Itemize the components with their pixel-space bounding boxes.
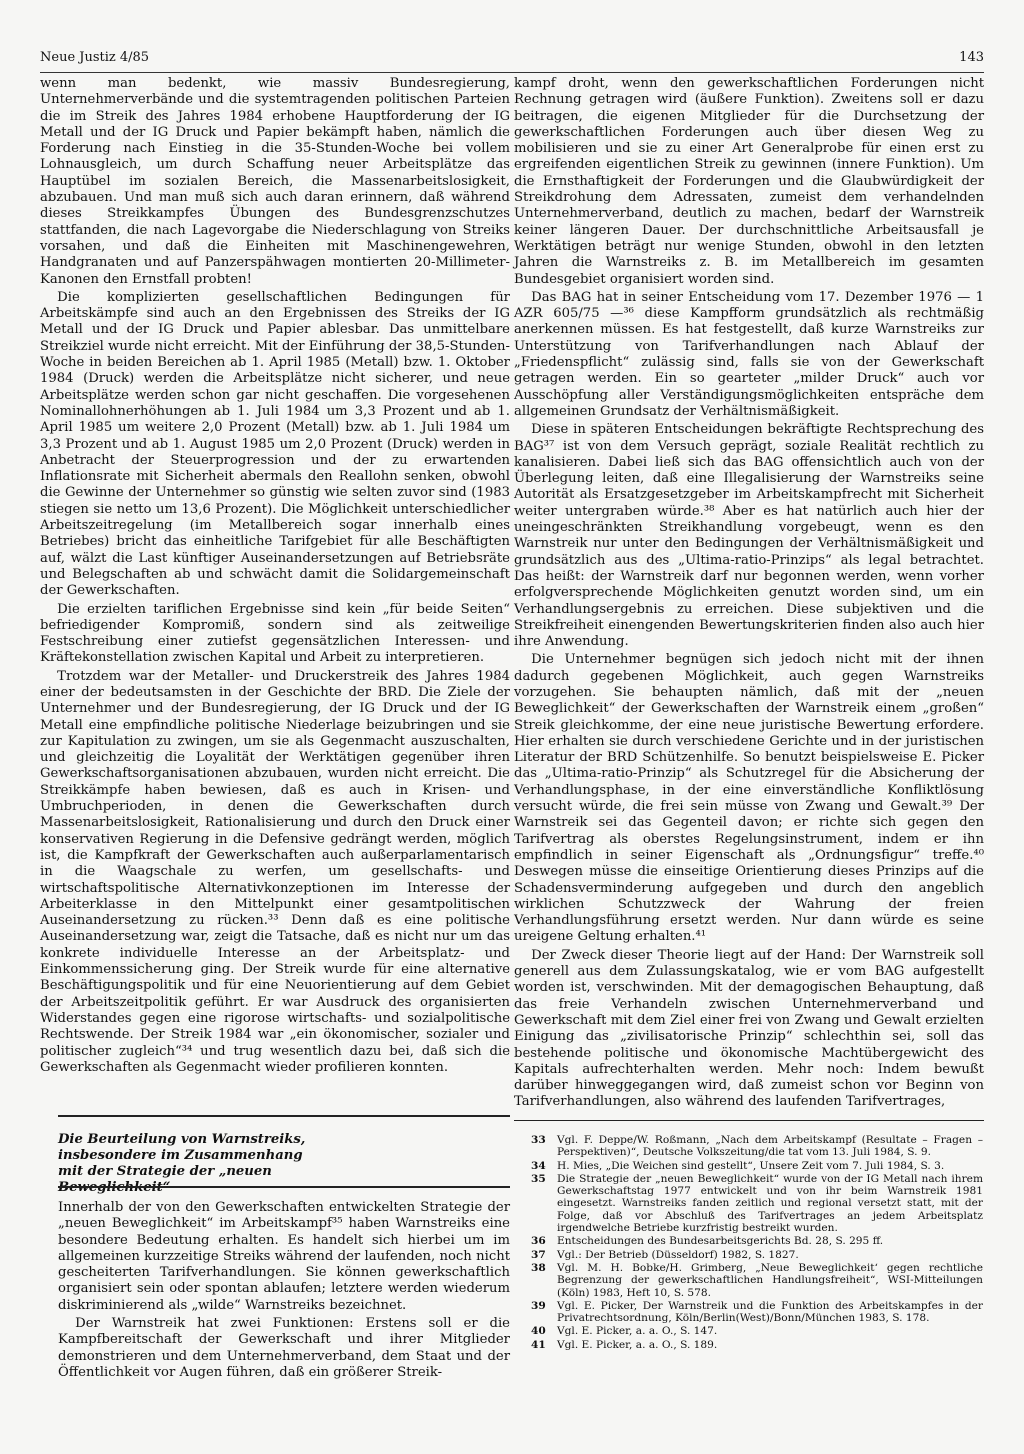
footnote-text: Vgl. E. Picker, a. a. O., S. 189.	[557, 1338, 718, 1351]
footnote-number: 36	[531, 1235, 546, 1248]
footnotes	[531, 1134, 983, 1352]
footnote-number: 34	[531, 1159, 546, 1172]
heading-line: mit der Strategie der „neuen	[58, 1164, 272, 1179]
footnote	[531, 1235, 983, 1247]
footnote-text: Vgl.: Der Betrieb (Düsseldorf) 1982, S. 1827.	[557, 1248, 799, 1261]
paragraph: kampf droht, wenn den gewerkschaftlichen Forderungen nicht Rechnung getragen wird (äußere Funktion). Zweitens soll er dazu beitragen, die eigenen Mitglieder für die Durchsetzung der gewerkschaftlichen Forderungen auch über diesen Weg zu mobilisieren und sie zu einer Art Generalprobe für einen erst zu ergreifenden eigentlichen Streik zu gewinnen (innere Funktion). Um die Ernsthaftigkeit der Forderungen und die Glaubwürdigkeit der Streikdrohung dem Adressaten, zumeist dem verhandelnden Unternehmerverband, deutlich zu machen, bedarf der Warnstreik keiner längeren Dauer. Der durchschnittliche Arbeitsausfall je Werktätigen beträgt nur wenige Stunden, obwohl in den letzten Jahren die Warnstreiks z. B. im Metallbereich im gesamten Bundesgebiet organisiert worden sind.	[514, 76, 984, 287]
footnote-text: H. Mies, „Die Weichen sind gestellt“, Unsere Zeit vom 7. Juli 1984, S. 3.	[557, 1159, 945, 1172]
footnote	[531, 1262, 983, 1299]
footnote	[531, 1160, 983, 1172]
footnote-number: 33	[531, 1134, 546, 1146]
paragraph: Der Warnstreik hat zwei Funktionen: Erstens soll er die Kampfbereitschaft der Gewerkschaft und ihrer Mitglieder demonstrieren und dem Unternehmerverband, dem Staat und der Öffentlichkeit vor Augen führen, daß ein größerer Streik-	[58, 1316, 510, 1380]
footnote-text: Entscheidungen des Bundesarbeitsgerichts Bd. 28, S. 295 ff.	[557, 1235, 884, 1248]
paragraph: Diese in späteren Entscheidungen bekräftigte Rechtsprechung des BAG³⁷ ist von dem Versuch geprägt, soziale Realität rechtlich zu kanalisieren. Dabei ließ sich das BAG offensichtlich auch von der Überlegung leiten, daß eine Illegalisierung der Warnstreiks seine Autorität als Ersatzgesetzgeber im Arbeitskampfrecht mit Sicherheit weiter untergraben würde.³⁸ Aber es hat natürlich auch hier der uneingeschränkten Streikhandlung vorgebeugt, wenn es den Warnstreik nur unter den Bedingungen der Verhältnismäßigkeit und grundsätzlich aus des „Ultima-ratio-Prinzips“ als legal betrachtet. Das heißt: der Warnstreik darf nur begonnen werden, wenn vorher erfolgversprechende Möglichkeiten genutzt worden sind, um ein Verhandlungsergebnis zu erreichen. Diese subjektiven und die Streikfreiheit einengenden Bewertungskriterien finden also auch hier ihre Anwendung.	[514, 422, 984, 650]
page-number: 143	[959, 50, 984, 65]
section-divider	[58, 1115, 510, 1117]
footnote-number: 40	[531, 1325, 546, 1338]
right-column	[514, 76, 984, 1113]
footnote-number: 37	[531, 1248, 546, 1261]
section-body	[58, 1200, 510, 1383]
paragraph: Die komplizierten gesellschaftlichen Bedingungen für Arbeitskämpfe sind auch an den Ergebnissen des Streiks der IG Metall und der IG Druck und Papier ablesbar. Das unmittelbare Streikziel wurde nicht erreicht. Mit der Einführung der 38,5-Stunden-Woche in beiden Bereichen ab 1. April 1985 (Metall) bzw. 1. Oktober 1984 (Druck) werden die Arbeitsplätze nicht sicherer, und neue Arbeitsplätze werden schon gar nicht geschaffen. Die vorgesehenen Nominallohnerhöhungen ab 1. Juli 1984 um 3,3 Prozent und ab 1. April 1985 um weitere 2,0 Prozent (Metall) bzw. ab 1. Juli 1984 um 3,3 Prozent und ab 1. August 1985 um 2,0 Prozent (Druck) werden in Anbetracht der Steuerprogression und der zu erwartenden Inflationsrate mit Sicherheit abermals den Reallohn senken, obwohl die Gewinne der Unternehmer so günstig wie selten zuvor sind (1983 stiegen sie netto um 13,6 Prozent). Die Möglichkeit unterschiedlicher Arbeitszeitregelung (im Metallbereich sogar innerhalb eines Betriebes) bricht das einheitliche Tarifgebiet für alle Beschäftigten auf, wälzt die Last künftiger Auseinandersetzungen auf Betriebsräte und Belegschaften ab und schwächt damit die Solidargemeinschaft der Gewerkschaften.	[40, 289, 510, 599]
footnote	[531, 1173, 983, 1234]
paragraph: Die Unternehmer begnügen sich jedoch nicht mit der ihnen dadurch gegebenen Möglichkeit, auch gegen Warnstreiks vorzugehen. Sie behaupten nämlich, daß mit der „neuen Beweglichkeit“ der Gewerkschaften der Warnstreik einem „großen“ Streik gleichkomme, der eine neue juristische Bewertung erfordere. Hier erhalten sie durch verschiedene Gerichte und in der juristischen Literatur der BRD Schützenhilfe. So benutzt beispielsweise E. Picker das „Ultima-ratio-Prinzip“ als Schutzregel für die Absicherung der Verhandlungsphase, in der eine einverständliche Konfliktlösung versucht würde, die frei sein müsse von Zwang und Gewalt.³⁹ Der Warnstreik sei das Gegenteil davon; er richte sich gegen den Tarifvertrag als oberstes Regelungsinstrument, indem er ihn empfindlich in seiner Eigenschaft als „Ordnungsfigur“ treffe.⁴⁰ Deswegen müsse die einseitige Orientierung dieses Prinzips auf die Schadensverminderung aufgegeben und durch den angeblich wirklichen Schutzzweck der Wahrung der freien Verhandlungsführung ersetzt werden. Nur dann würde es seine ureigene Geltung erhalten.⁴¹	[514, 652, 984, 945]
footnote-number: 41	[531, 1338, 546, 1351]
left-column	[40, 76, 510, 1078]
paragraph: Trotzdem war der Metaller- und Druckerstreik des Jahres 1984 einer der bedeutsamsten in der Geschichte der BRD. Die Ziele der Unternehmer und der Bundesregierung, der IG Druck und der IG Metall eine empfindliche politische Niederlage beizubringen und sie zur Kapitulation zu zwingen, um sie als Gegenmacht auszuschalten, und gleichzeitig die Loyalität der Werktätigen gegenüber ihren Gewerkschaftsorganisationen abzubauen, wurden nicht erreicht. Die Streikkämpfe haben bewiesen, daß es auch in Krisen- und Umbruchperioden, in denen die Gewerkschaften durch Massenarbeitslosigkeit, Rationalisierung und durch den Druck einer konservativen Regierung in die Defensive gedrängt werden, möglich ist, die Kampfkraft der Gewerkschaften auch außerparlamentarisch in die Waagschale zu werfen, um gesellschafts- und wirtschaftspolitische Alternativkonzeptionen im Interesse der Arbeiterklasse in den Mittelpunkt einer gesamtpolitischen Auseinandersetzung zu rücken.³³ Denn daß es eine politische Auseinandersetzung war, zeigt die Tatsache, daß es nicht nur um das konkrete individuelle Interesse an der Arbeitsplatz- und Einkommenssicherung ging. Der Streik wurde für eine alternative Beschäftigungspolitik und für eine Neuorientierung auf dem Gebiet der Arbeitszeitpolitik geführt. Er war Ausdruck des organisierten Widerstandes gegen eine rigorose wirtschafts- und sozialpolitische Rechtswende. Der Streik 1984 war „ein ökonomischer, sozialer und politischer zugleich“³⁴ und trug wesentlich dazu bei, daß sich die Gewerkschaften als Gegenmacht wieder profilieren konnten.	[40, 668, 510, 1075]
footnote	[531, 1325, 983, 1337]
page-header	[40, 48, 984, 73]
paragraph: wenn man bedenkt, wie massiv Bundesregierung, Unternehmerverbände und die systemtragenden politischen Parteien die im Streik des Jahres 1984 erhobene Hauptforderung der IG Metall und der IG Druck und Papier bekämpft haben, nämlich die Forderung nach Einstieg in die 35-Stunden-Woche bei vollem Lohnausgleich, um durch Schaffung neuer Arbeitsplätze das Hauptübel im sozialen Bereich, die Massenarbeitslosigkeit, abzubauen. Und man muß sich auch daran erinnern, daß während dieses Streikkampfes Übungen des Bundesgrenzschutzes stattfanden, die nach Lagevorgabe die Niederschlagung von Streiks vorsahen, und daß die Einheiten mit Maschinengewehren, Handgranaten und auf Panzerspähwagen montierten 20-Millimeter-Kanonen den Ernstfall probten!	[40, 76, 510, 287]
footnote	[531, 1134, 983, 1159]
paragraph: Das BAG hat in seiner Entscheidung vom 17. Dezember 1976 — 1 AZR 605/75 —³⁶ diese Kampfform grundsätzlich als rechtmäßig anerkennen müssen. Es hat festgestellt, daß kurze Warnstreiks zur Unterstützung von Tarifverhandlungen nach Ablauf der „Friedenspflicht“ zulässig sind, falls sie von der Gewerkschaft getragen werden. Ein so gearteter „milder Druck“ auch vor Ausschöpfung aller Verständigungsmöglichkeiten entspräche dem allgemeinen Grundsatz der Verhältnismäßigkeit.	[514, 289, 984, 419]
paragraph: Die erzielten tariflichen Ergebnisse sind kein „für beide Seiten“ befriedigender Kompromiß, sondern sind als zeitweilige Festschreibung einer zutiefst gegensätzlichen Interessen- und Kräftekonstellation zwischen Kapital und Arbeit zu interpretieren.	[40, 601, 510, 666]
footnote-text: Vgl. F. Deppe/W. Roßmann, „Nach dem Arbeitskampf (Resultate – Fragen – Perspektiven)“, Deutsche Volkszeitung/die tat vom 13. Juli 1984, S. 9.	[557, 1134, 983, 1159]
footnote-number: 35	[531, 1172, 546, 1185]
footnote	[531, 1300, 983, 1325]
footnote-number: 38	[531, 1261, 546, 1274]
footnote	[531, 1249, 983, 1261]
heading-divider	[58, 1186, 510, 1188]
footnote-number: 39	[531, 1299, 546, 1312]
footnote-text: Vgl. E. Picker, a. a. O., S. 147.	[557, 1325, 718, 1338]
heading-line: Die Beurteilung von Warnstreiks,	[58, 1132, 306, 1147]
footnote-text: Vgl. M. H. Bobke/H. Grimberg, „Neue Beweglichkeit‘ gegen rechtliche Begrenzung der gewerkschaftlichen Handlungsfreiheit“, WSI-Mitteilungen (Köln) 1983, Heft 10, S. 578.	[557, 1261, 983, 1299]
footnote	[531, 1339, 983, 1351]
paragraph: Der Zweck dieser Theorie liegt auf der Hand: Der Warnstreik soll generell aus dem Zulassungskatalog, wie er vom BAG aufgestellt worden ist, verschwinden. Mit der demagogischen Behauptung, daß das freie Verhandeln zwischen Unternehmerverband und Gewerkschaft mit dem Ziel einer frei von Zwang und Gewalt erzielten Einigung das „zivilisatorische Prinzip“ schlechthin sei, soll das bestehende politische und ökonomische Machtübergewicht des Kapitals aufrechterhalten werden. Mehr noch: Indem bewußt darüber hinweggegangen wird, daß zumeist schon vor Beginn von Tarifverhandlungen, also während des laufenden Tarifvertrages,	[514, 947, 984, 1110]
footnote-text: Vgl. E. Picker, Der Warnstreik und die Funktion des Arbeitskampfes in der Privatrechtsordnung, Köln/Berlin(West)/Bonn/München 1983, S. 178.	[557, 1299, 983, 1325]
heading-line: insbesondere im Zusammenhang	[58, 1148, 303, 1163]
footnote-divider	[514, 1120, 984, 1121]
journal-title: Neue Justiz 4/85	[40, 50, 150, 65]
paragraph: Innerhalb der von den Gewerkschaften entwickelten Strategie der „neuen Beweglichkeit“ im Arbeitskampf³⁵ haben Warnstreiks eine besondere Bedeutung erhalten. Es handelt sich hierbei um im allgemeinen kurzzeitige Streiks während der laufenden, noch nicht gescheiterten Tarifverhandlungen. Sie können gewerkschaftlich organisiert sein oder spontan ablaufen; letztere werden wiederum diskriminierend als „wilde“ Warnstreiks bezeichnet.	[58, 1200, 510, 1313]
footnote-text: Die Strategie der „neuen Beweglichkeit“ wurde von der IG Metall nach ihrem Gewerkschaftstag 1977 entwickelt und von ihr beim Warnstreik 1981 eingesetzt. Warnstreiks fanden zeitlich und regional versetzt statt, mit der Folge, daß vor Abschluß des Tarifvertrages an jedem Arbeitsplatz irgendwelche Betriebe kurzfristig bestreikt wurden.	[557, 1172, 983, 1235]
